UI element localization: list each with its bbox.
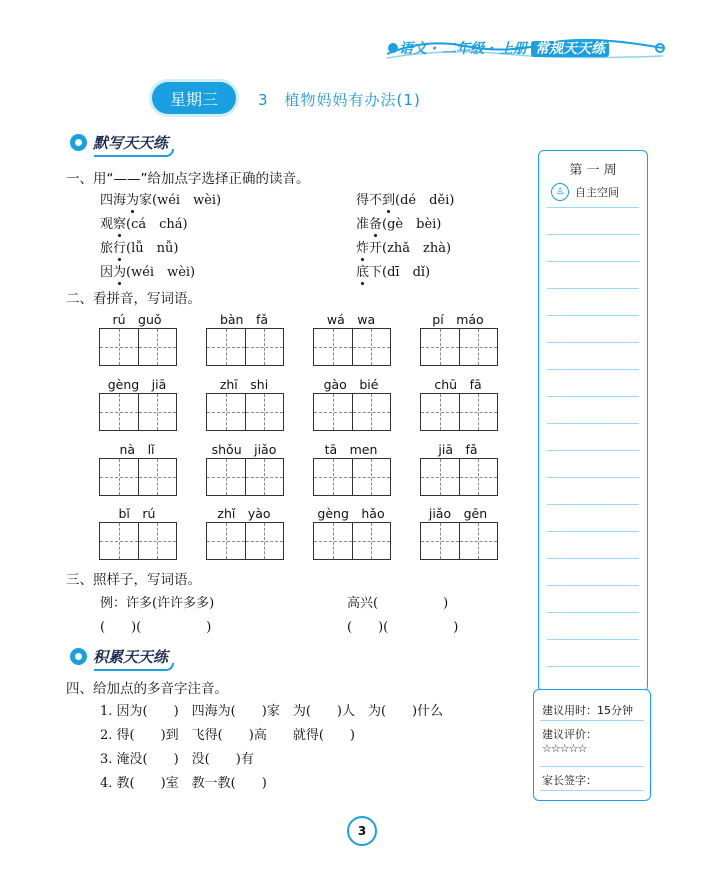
note-line (547, 612, 639, 613)
note-line (547, 288, 639, 289)
series-header (385, 34, 670, 60)
pinyin-label: jiǎo gēn (428, 506, 488, 521)
question-1-title: 一、用“——”给加点字选择正确的读音。 (66, 171, 310, 187)
q1-item[interactable]: 得不到(dé děi) (356, 189, 454, 208)
writing-grid[interactable] (99, 522, 177, 560)
q1-item[interactable]: 底下(dī dǐ) (356, 261, 430, 280)
day-badge: 星期三 (152, 82, 236, 114)
writing-grid[interactable] (206, 393, 284, 431)
person-icon: ♙ (551, 183, 569, 201)
sidebar-footer (533, 689, 651, 801)
question-3-title: 三、照样子，写词语。 (66, 572, 201, 588)
header-series: 常规天天练 (531, 41, 609, 57)
q1-item[interactable]: 炸开(zhǎ zhà) (356, 237, 451, 256)
question-2-title: 二、看拼音，写词语。 (66, 291, 201, 307)
writing-grid[interactable] (420, 393, 498, 431)
note-line (547, 261, 639, 262)
self-study-space (551, 183, 619, 201)
note-line (547, 342, 639, 343)
pinyin-label: chū fā (434, 377, 482, 392)
q1-item[interactable]: 因为(wéi wèi) (100, 261, 195, 280)
pinyin-label: zhǐ yào (217, 506, 271, 521)
note-line (547, 558, 639, 559)
suggested-evaluation: 建议评价： (542, 728, 597, 741)
writing-grid[interactable] (99, 393, 177, 431)
lesson-title: 3 植物妈妈有办法(1) (258, 91, 421, 109)
q1-item[interactable]: 观察(cá chá) (100, 213, 188, 232)
week-label: 第 一 周 (569, 163, 617, 178)
parent-signature: 家长签字： (542, 774, 597, 787)
writing-grid[interactable] (313, 522, 391, 560)
banner-label: 积累天天练 (93, 648, 169, 666)
pinyin-label: tā men (324, 442, 378, 457)
writing-grid[interactable] (99, 458, 177, 496)
q1-item[interactable]: 准备(gè bèi) (356, 213, 441, 232)
pinyin-label: pí máo (432, 312, 484, 327)
question-4-line-2: 2. 得( )到 飞得( )高 就得( ) (100, 728, 355, 743)
self-study-label: 自主空间 (575, 186, 619, 199)
note-line (547, 477, 639, 478)
question-3-blank-right[interactable]: ( )( ) (347, 620, 459, 635)
note-line (547, 639, 639, 640)
note-line (547, 315, 639, 316)
pinyin-label: shǒu jiǎo (211, 442, 277, 457)
pinyin-label: jiā fǎ (438, 442, 478, 457)
pinyin-label: gèng jiā (107, 377, 167, 392)
question-4-line-1: 1. 因为( ) 四海为( )家 为( )人 为( )什么 (100, 704, 444, 719)
writing-grid[interactable] (206, 522, 284, 560)
question-3-blank-left[interactable]: ( )( ) (100, 620, 212, 635)
header-subject: 语文 · 二年级 · 上册 (399, 41, 528, 57)
question-4-title: 四、给加点的多音字注音。 (66, 681, 228, 697)
suggested-time: 建议用时：15分钟 (542, 704, 633, 717)
pinyin-label: zhī shi (219, 377, 269, 392)
pinyin-label: wá wa (326, 312, 376, 327)
page-number: 3 (347, 816, 377, 846)
rating-stars-icon[interactable]: ☆☆☆☆☆ (542, 742, 587, 755)
note-line (547, 234, 639, 235)
note-line (547, 504, 639, 505)
q1-item[interactable]: 四海为家(wéi wèi) (100, 189, 221, 208)
pinyin-label: nà lǐ (119, 442, 155, 457)
note-line (547, 450, 639, 451)
question-4-line-4: 4. 教( )室 教一教( ) (100, 776, 267, 791)
note-line (547, 369, 639, 370)
q1-item[interactable]: 旅行(lǚ nǚ) (100, 237, 178, 256)
section-banner-dictation (70, 132, 168, 153)
section-banner-accumulate (70, 646, 168, 667)
question-3-word: 高兴( ) (347, 596, 449, 611)
writing-grid[interactable] (206, 328, 284, 366)
note-line (547, 585, 639, 586)
note-line (547, 531, 639, 532)
writing-grid[interactable] (313, 328, 391, 366)
writing-grid[interactable] (206, 458, 284, 496)
banner-bullet-icon (70, 648, 87, 665)
note-line (547, 423, 639, 424)
note-line (547, 396, 639, 397)
writing-grid[interactable] (420, 328, 498, 366)
writing-grid[interactable] (99, 328, 177, 366)
note-line (547, 207, 639, 208)
pinyin-label: bàn fǎ (219, 312, 269, 327)
question-4-line-3: 3. 淹没( ) 没( )有 (100, 752, 254, 767)
banner-bullet-icon (70, 134, 87, 151)
writing-grid[interactable] (420, 458, 498, 496)
note-line (547, 666, 639, 667)
writing-grid[interactable] (313, 393, 391, 431)
pinyin-label: rú guǒ (112, 312, 162, 327)
pinyin-label: gào bié (323, 377, 379, 392)
banner-label: 默写天天练 (93, 134, 169, 152)
question-3-example: 例：许多(许许多多) (100, 596, 215, 611)
pinyin-label: bǐ rú (118, 506, 156, 521)
writing-grid[interactable] (420, 522, 498, 560)
weekly-sidebar (538, 150, 648, 692)
pinyin-label: gèng hǎo (317, 506, 385, 521)
writing-grid[interactable] (313, 458, 391, 496)
